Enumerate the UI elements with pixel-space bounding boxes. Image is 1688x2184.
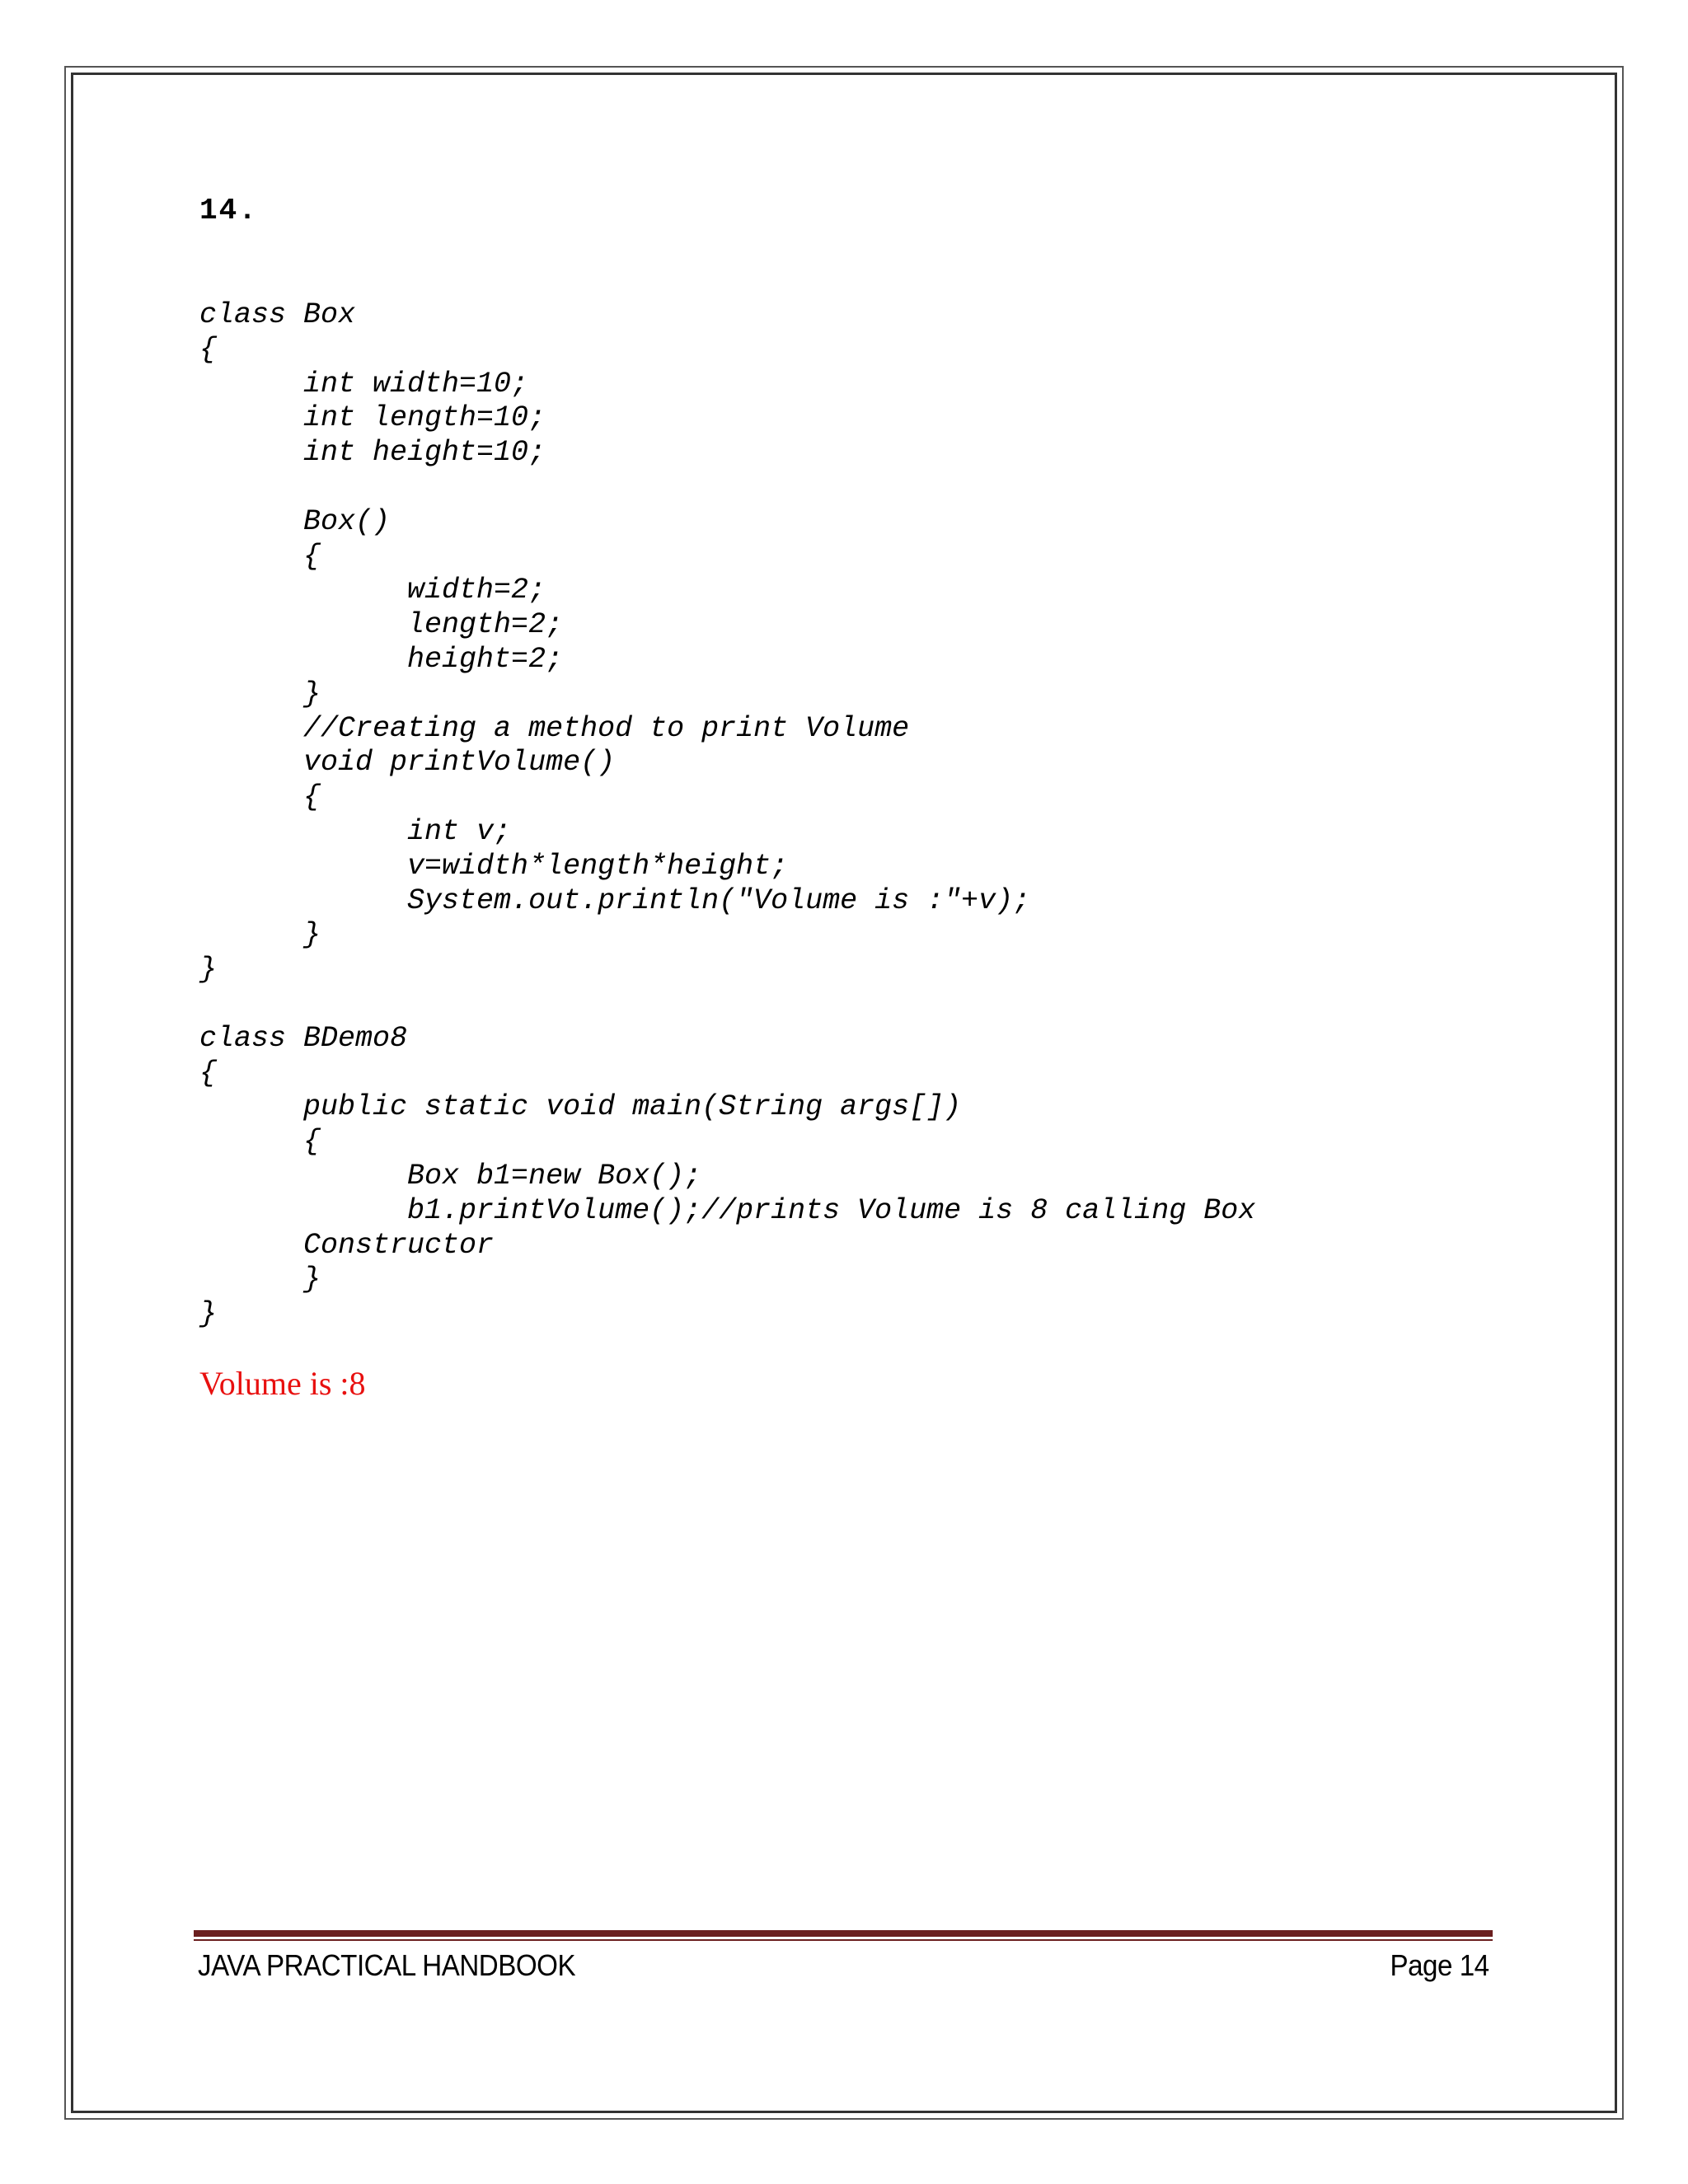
code-line: int length=10; xyxy=(199,401,546,435)
code-line: int height=10; xyxy=(199,436,546,470)
footer-title: JAVA PRACTICAL HANDBOOK xyxy=(198,1948,576,1982)
code-line: void printVolume() xyxy=(199,746,616,780)
code-line: } xyxy=(199,918,321,952)
code-line: { xyxy=(199,539,321,573)
footer-rule-thin xyxy=(194,1939,1493,1941)
program-output: Volume is :8 xyxy=(199,1365,366,1402)
code-line: height=2; xyxy=(199,642,564,676)
code-line: int v; xyxy=(199,814,512,848)
code-line: b1.printVolume();//prints Volume is 8 calling Box xyxy=(199,1193,1256,1227)
code-line: length=2; xyxy=(199,608,564,642)
code-line: { xyxy=(199,1125,321,1159)
code-line: } xyxy=(199,677,321,710)
code-line xyxy=(199,987,1255,1022)
code-line: { xyxy=(199,1056,218,1090)
code-line: Constructor xyxy=(199,1228,495,1262)
code-line: class BDemo8 xyxy=(199,1021,408,1055)
code-line xyxy=(199,471,1255,505)
code-line: { xyxy=(199,780,321,814)
footer-page-number: Page 14 xyxy=(1390,1948,1489,1982)
code-line: { xyxy=(199,332,218,366)
footer-rule xyxy=(194,1930,1493,1937)
code-line: Box() xyxy=(199,504,391,538)
code-line: Box b1=new Box(); xyxy=(199,1159,702,1193)
code-line: } xyxy=(199,953,218,987)
code-block xyxy=(199,298,1255,1332)
code-line: System.out.println("Volume is :"+v); xyxy=(199,883,1031,917)
section-number: 14. xyxy=(199,194,258,227)
code-line: class Box xyxy=(199,298,356,331)
code-line: width=2; xyxy=(199,574,546,607)
code-line: } xyxy=(199,1297,218,1331)
code-line: } xyxy=(199,1263,321,1296)
code-line: //Creating a method to print Volume xyxy=(199,711,910,745)
code-line: v=width*length*height; xyxy=(199,849,789,883)
code-line: public static void main(String args[]) xyxy=(199,1090,962,1124)
code-line: int width=10; xyxy=(199,367,529,401)
